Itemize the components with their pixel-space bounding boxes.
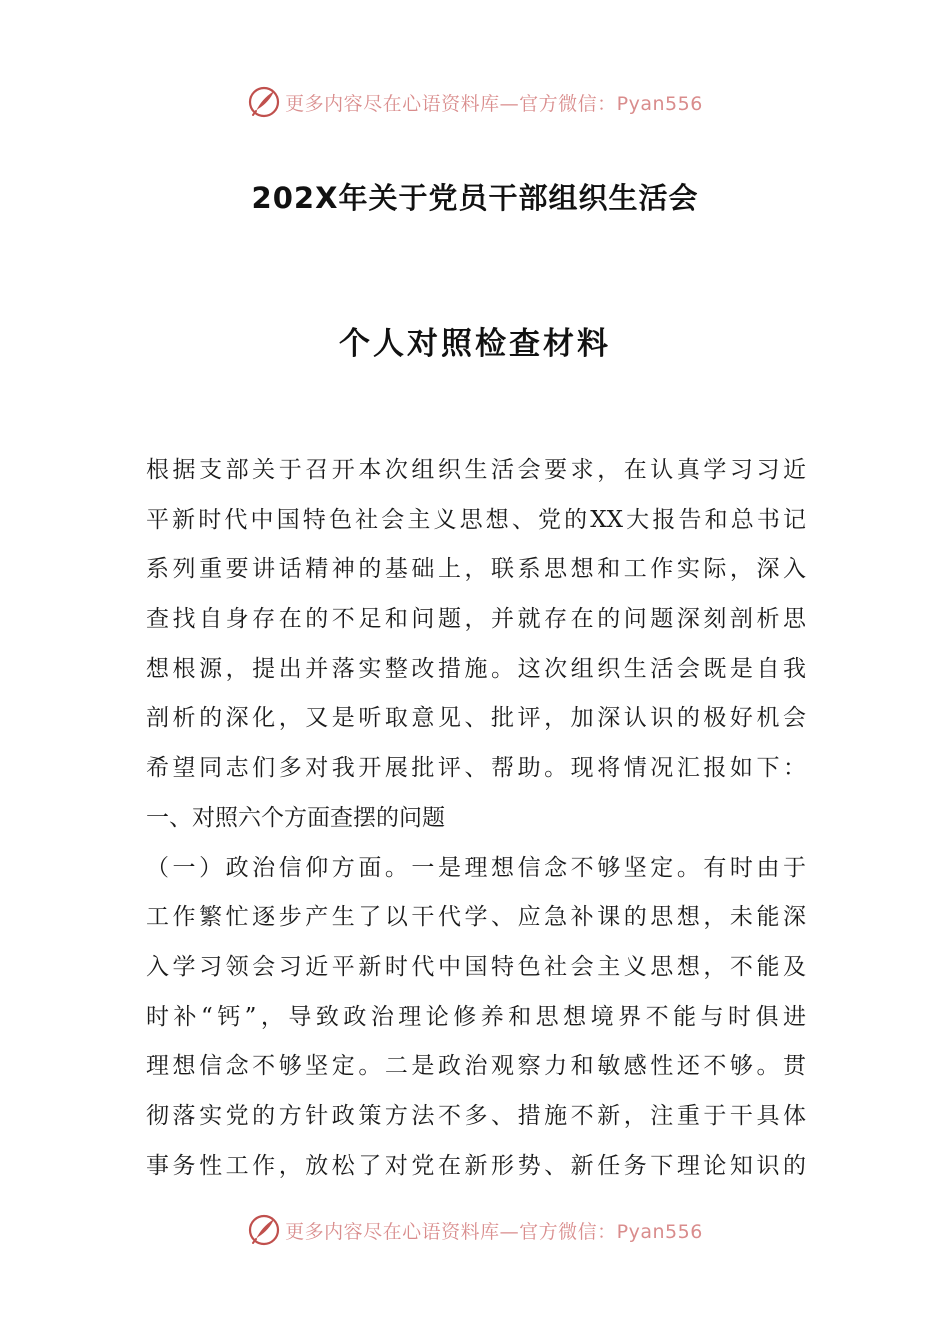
body-line: 入学习领会习近平新时代中国特色社会主义思想，不能及	[146, 953, 806, 980]
body-line: 工作繁忙逐步产生了以干代学、应急补课的思想，未能深	[146, 904, 806, 931]
wechat-id: Pyan556	[616, 1220, 703, 1243]
watermark-text	[285, 89, 703, 116]
body-line: （一）政治信仰方面。一是理想信念不够坚定。有时由于	[146, 854, 806, 881]
body-line: 平新时代中国特色社会主义思想、党的XX大报告和总书记	[146, 506, 806, 533]
wechat-id: Pyan556	[616, 92, 703, 115]
quill-logo-icon	[247, 1213, 281, 1247]
body-line: 希望同志们多对我开展批评、帮助。现将情况汇报如下：	[146, 755, 806, 782]
body-line: 系列重要讲话精神的基础上，联系思想和工作实际，深入	[146, 556, 806, 583]
watermark-label: 更多内容尽在心语资料库—官方微信：	[285, 92, 617, 115]
footer-watermark-banner	[0, 1210, 950, 1250]
watermark-text	[285, 1217, 703, 1244]
body-line: 事务性工作，放松了对党在新形势、新任务下理论知识的	[146, 1152, 806, 1179]
section-heading: 一、对照六个方面查摆的问题	[146, 804, 445, 831]
body-line: 想根源，提出并落实整改措施。这次组织生活会既是自我	[146, 655, 806, 682]
quill-logo-icon	[247, 85, 281, 119]
body-line: 剖析的深化，又是听取意见、批评，加深认识的极好机会	[146, 705, 806, 732]
header-watermark-banner	[0, 82, 950, 122]
document-title: 202X年关于党员干部组织生活会	[251, 181, 699, 215]
body-line: 理想信念不够坚定。二是政治观察力和敏感性还不够。贯	[146, 1053, 806, 1080]
document-body	[146, 446, 806, 1191]
body-line: 彻落实党的方针政策方法不多、措施不新，注重于干具体	[146, 1102, 806, 1129]
document-subtitle: 个人对照检查材料	[339, 326, 611, 362]
watermark-label: 更多内容尽在心语资料库—官方微信：	[285, 1220, 617, 1243]
body-line: 时补“钙”，导致政治理论修养和思想境界不能与时俱进	[146, 1003, 806, 1030]
body-line: 根据支部关于召开本次组织生活会要求，在认真学习习近	[146, 457, 806, 483]
body-line: 查找自身存在的不足和问题，并就存在的问题深刻剖析思	[146, 606, 806, 633]
